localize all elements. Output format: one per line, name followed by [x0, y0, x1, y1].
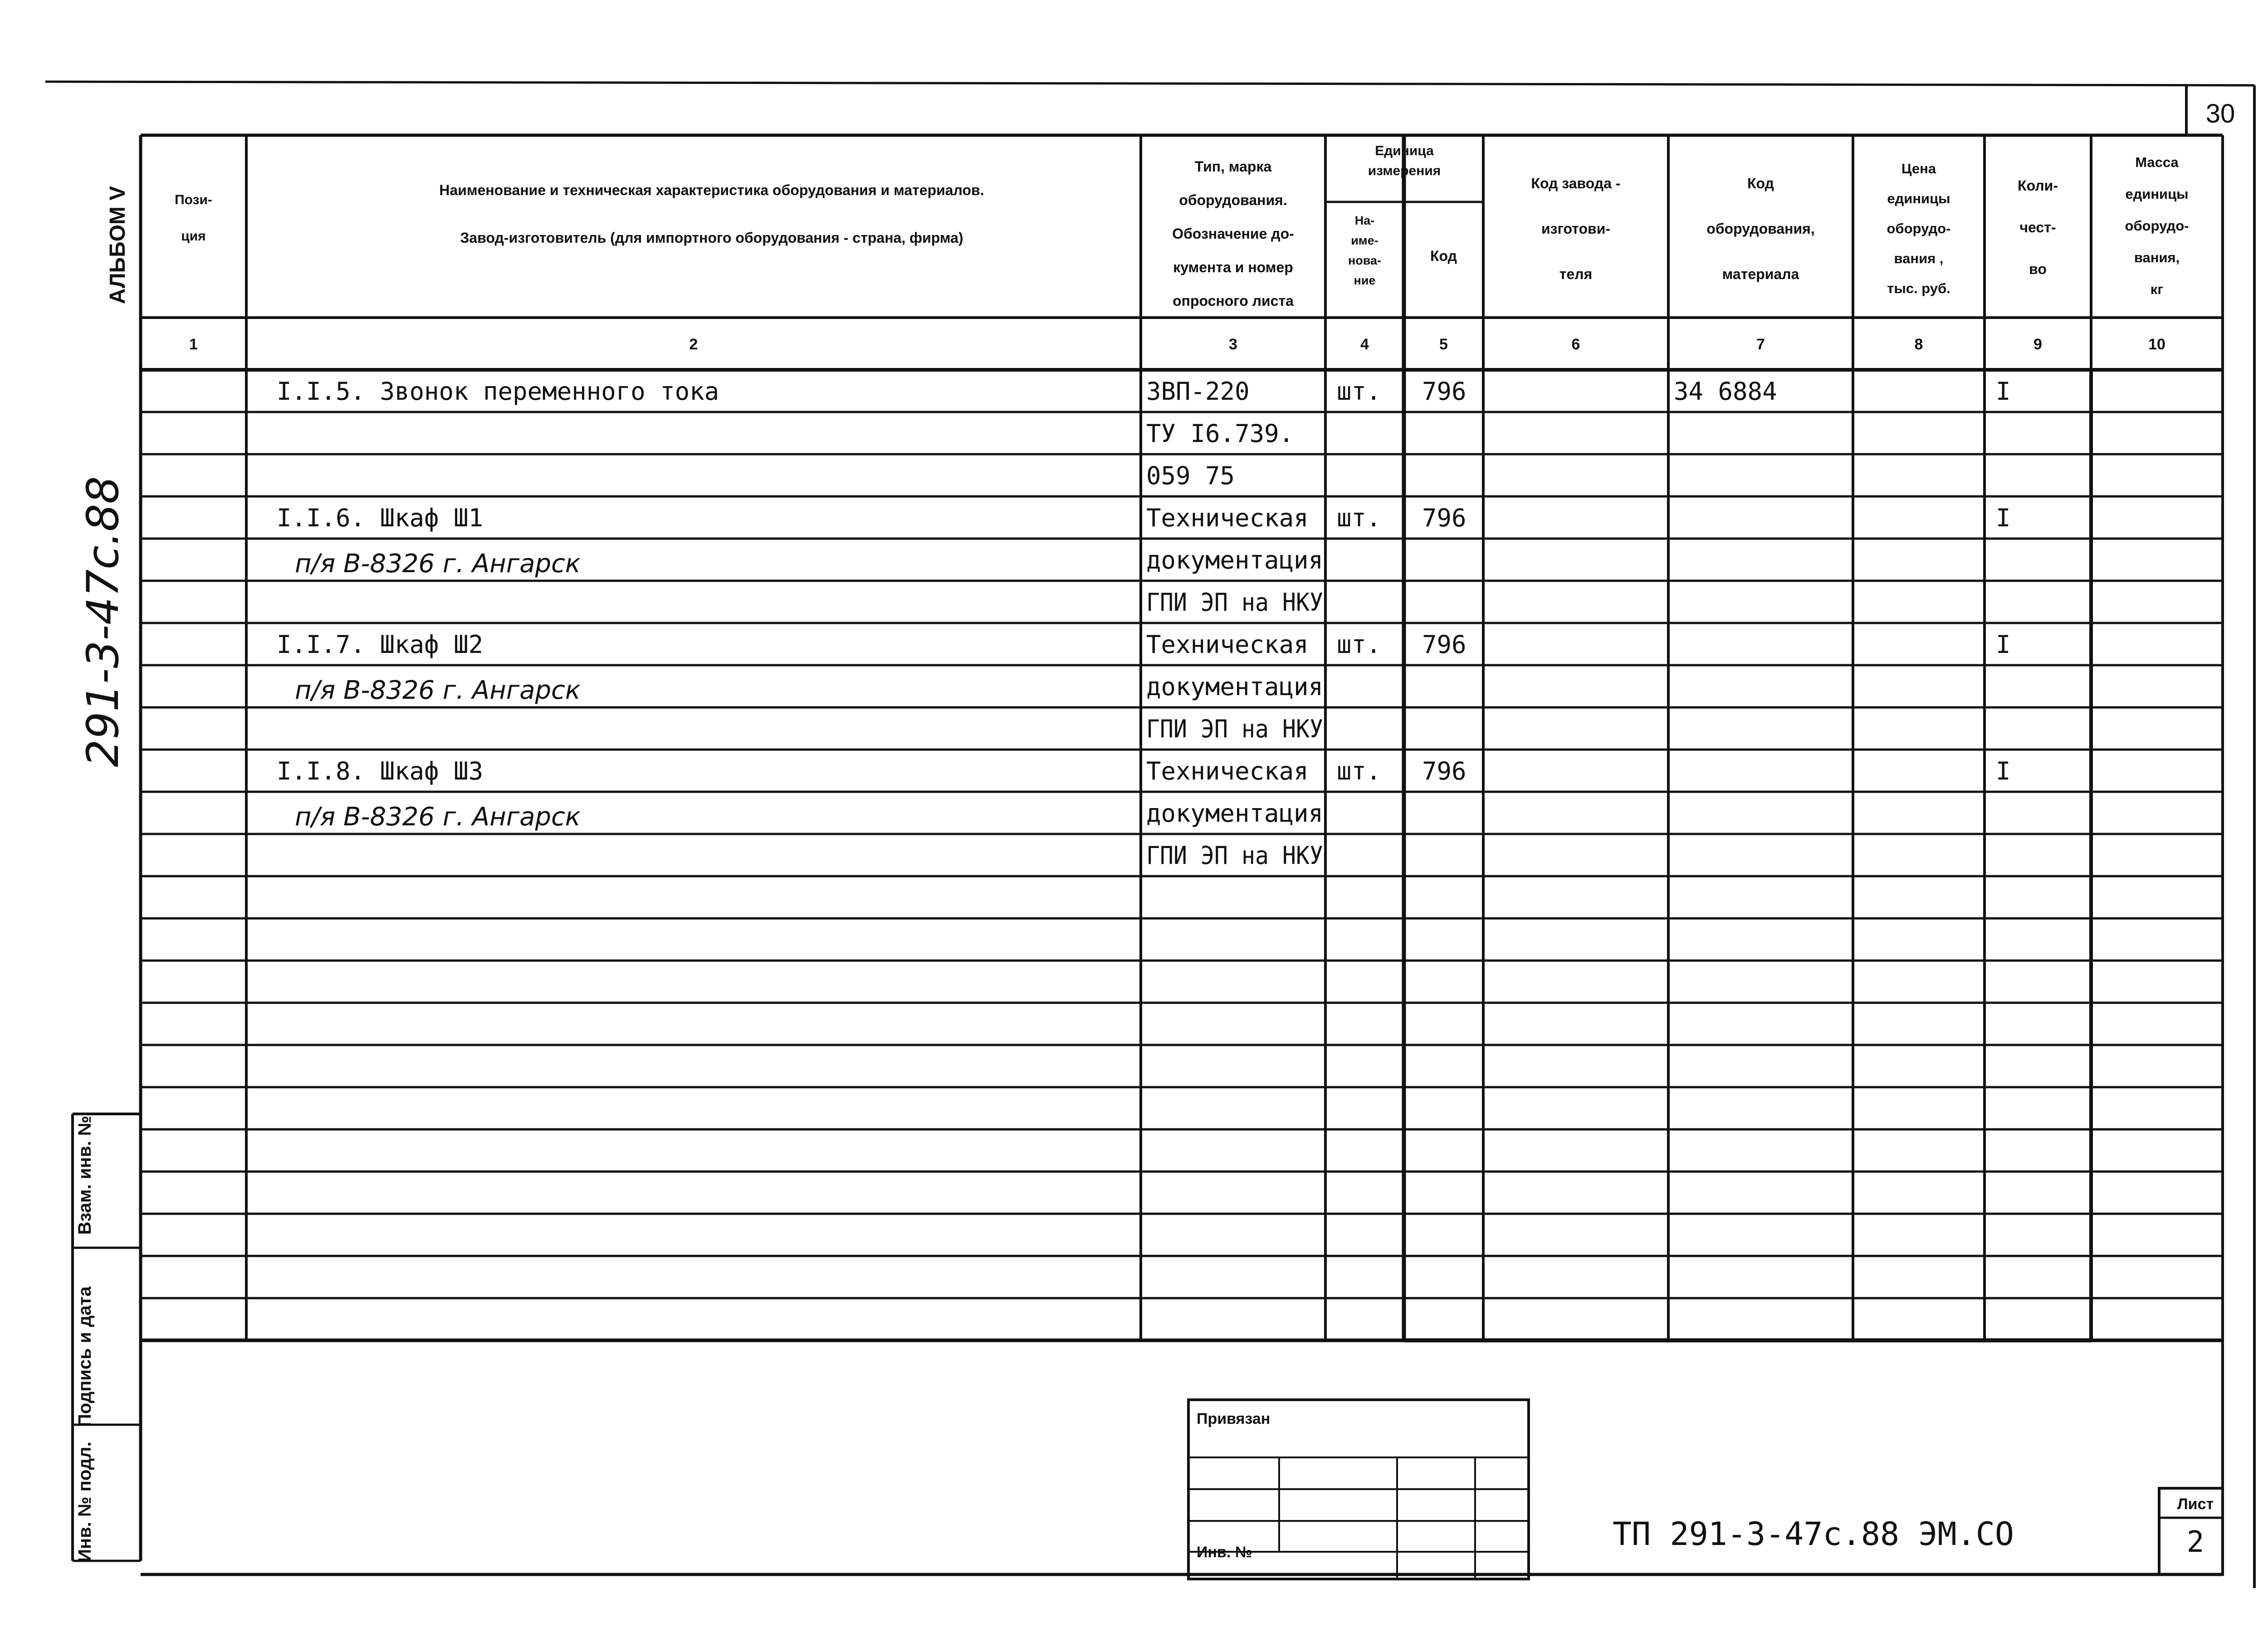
- quantity-cell: I: [1996, 757, 2011, 785]
- unit-code-cell: 796: [1422, 757, 1466, 785]
- header-col7-line: материала: [1722, 266, 1799, 282]
- header-col6-line: изготови-: [1541, 221, 1611, 237]
- header-col3-line: оборудования.: [1179, 192, 1287, 208]
- header-unit_group-line: измерения: [1368, 163, 1441, 178]
- quantity-cell: I: [1996, 630, 2011, 659]
- column-number: 8: [1914, 336, 1923, 353]
- privyazan-label: Привязан: [1197, 1410, 1271, 1427]
- header-col3-line: кумента и номер: [1173, 259, 1293, 275]
- item-type-cell: документация: [1146, 799, 1323, 828]
- header-col7-line: Код: [1747, 175, 1774, 191]
- item-name: I.I.7. Шкаф Ш2: [277, 630, 484, 659]
- handwritten-code: 291-3-47с.88: [78, 476, 128, 767]
- header-col9-line: во: [2029, 261, 2047, 277]
- side-label-vzam: Взам. инв. №: [75, 1115, 95, 1235]
- item-type-cell: Техническая: [1146, 630, 1309, 659]
- unit-name-cell: шт.: [1337, 630, 1381, 659]
- column-number: 9: [2033, 336, 2042, 353]
- quantity-cell: I: [1996, 377, 2011, 406]
- document-code: ТП 291-3-47с.88 ЭМ.СО: [1613, 1515, 2014, 1553]
- list-number: 2: [2186, 1525, 2204, 1559]
- header-col6-line: теля: [1559, 266, 1593, 282]
- item-type-cell: Техническая: [1146, 504, 1309, 532]
- column-number: 2: [689, 336, 698, 353]
- album-label: АЛЬБОМ V: [106, 186, 130, 304]
- rule-line: [45, 82, 2254, 85]
- item-type-cell: ЗВП-220: [1146, 377, 1250, 406]
- header-col3-line: опросного листа: [1173, 293, 1294, 309]
- column-number: 10: [2148, 336, 2165, 353]
- unit-code-cell: 796: [1422, 377, 1466, 406]
- header-col3-line: Тип, марка: [1194, 158, 1272, 175]
- grid-lines: [45, 82, 2254, 1588]
- manufacturer-note: п/я В-8326 г. Ангарск: [295, 676, 581, 705]
- header-col8-line: оборудо-: [1887, 221, 1951, 236]
- item-name: I.I.8. Шкаф Ш3: [277, 757, 484, 785]
- item-type-cell: 059 75: [1146, 461, 1235, 490]
- header-col1-line: ция: [181, 229, 206, 244]
- unit-code-cell: 796: [1422, 630, 1466, 659]
- table-header: [175, 143, 2189, 309]
- header-col10-line: вания,: [2134, 250, 2180, 265]
- item-type-cell: документация: [1146, 546, 1323, 574]
- header-col8-line: Цена: [1901, 161, 1936, 177]
- list-label: Лист: [2177, 1496, 2214, 1513]
- header-col10-line: Масса: [2135, 154, 2179, 170]
- item-type-cell: ГПИ ЭП на НКУ: [1146, 588, 1323, 617]
- unit-name-cell: шт.: [1337, 377, 1381, 406]
- quantity-cell: I: [1996, 504, 2011, 532]
- unit-code-cell: 796: [1422, 504, 1466, 532]
- inv-no-label: Инв. №: [1197, 1544, 1252, 1561]
- side-label-inv: Инв. № подл.: [75, 1442, 95, 1562]
- column-number: 1: [189, 336, 198, 353]
- side-label-podpis: Подпись и дата: [75, 1286, 95, 1427]
- item-type-cell: документация: [1146, 672, 1323, 701]
- column-number: 3: [1229, 336, 1237, 353]
- header-col8-line: вания ,: [1894, 250, 1944, 266]
- header-col2-line: Завод-изготовитель (для импортного оборудования - страна, фирма): [460, 230, 963, 246]
- column-number: 4: [1360, 336, 1369, 353]
- unit-name-cell: шт.: [1337, 504, 1381, 532]
- header-col2-line: Наименование и техническая характеристика оборудования и материалов.: [439, 182, 984, 198]
- item-type-cell: ТУ I6.739.: [1146, 419, 1294, 448]
- header-col8-line: тыс. руб.: [1887, 280, 1950, 296]
- column-numbers: [189, 336, 2165, 353]
- header-col10-line: кг: [2150, 281, 2164, 297]
- header-col4-line: ние: [1354, 274, 1376, 287]
- header-col8-line: единицы: [1887, 191, 1950, 206]
- header-col1-line: Пози-: [175, 192, 212, 207]
- item-name: I.I.6. Шкаф Ш1: [277, 504, 484, 532]
- header-unit_group-line: Единица: [1375, 143, 1434, 158]
- header-col4-line: нова-: [1348, 254, 1382, 267]
- header-col4-line: На-: [1354, 214, 1375, 227]
- column-number: 6: [1571, 336, 1580, 353]
- header-col5-line: Код: [1430, 248, 1457, 264]
- item-name: I.I.5. Звонок переменного тока: [277, 377, 719, 406]
- item-type-cell: ГПИ ЭП на НКУ: [1146, 841, 1323, 870]
- item-type-cell: ГПИ ЭП на НКУ: [1146, 715, 1323, 743]
- unit-name-cell: шт.: [1337, 757, 1381, 785]
- column-number: 5: [1439, 336, 1448, 353]
- header-col10-line: единицы: [2125, 186, 2189, 202]
- manufacturer-note: п/я В-8326 г. Ангарск: [295, 549, 581, 579]
- item-type-cell: Техническая: [1146, 757, 1309, 785]
- header-col7-line: оборудования,: [1706, 221, 1815, 237]
- manufacturer-note: п/я В-8326 г. Ангарск: [295, 802, 581, 832]
- header-col6-line: Код завода -: [1531, 175, 1621, 191]
- column-number: 7: [1756, 336, 1765, 353]
- equipment-code-cell: 34 6884: [1674, 377, 1777, 406]
- header-col3-line: Обозначение до-: [1172, 226, 1294, 242]
- header-col4-line: име-: [1351, 234, 1378, 247]
- header-col10-line: оборудо-: [2125, 218, 2189, 234]
- header-col9-line: Коли-: [2018, 177, 2058, 194]
- sheet-number: 30: [2205, 99, 2235, 128]
- header-col9-line: чест-: [2019, 219, 2056, 235]
